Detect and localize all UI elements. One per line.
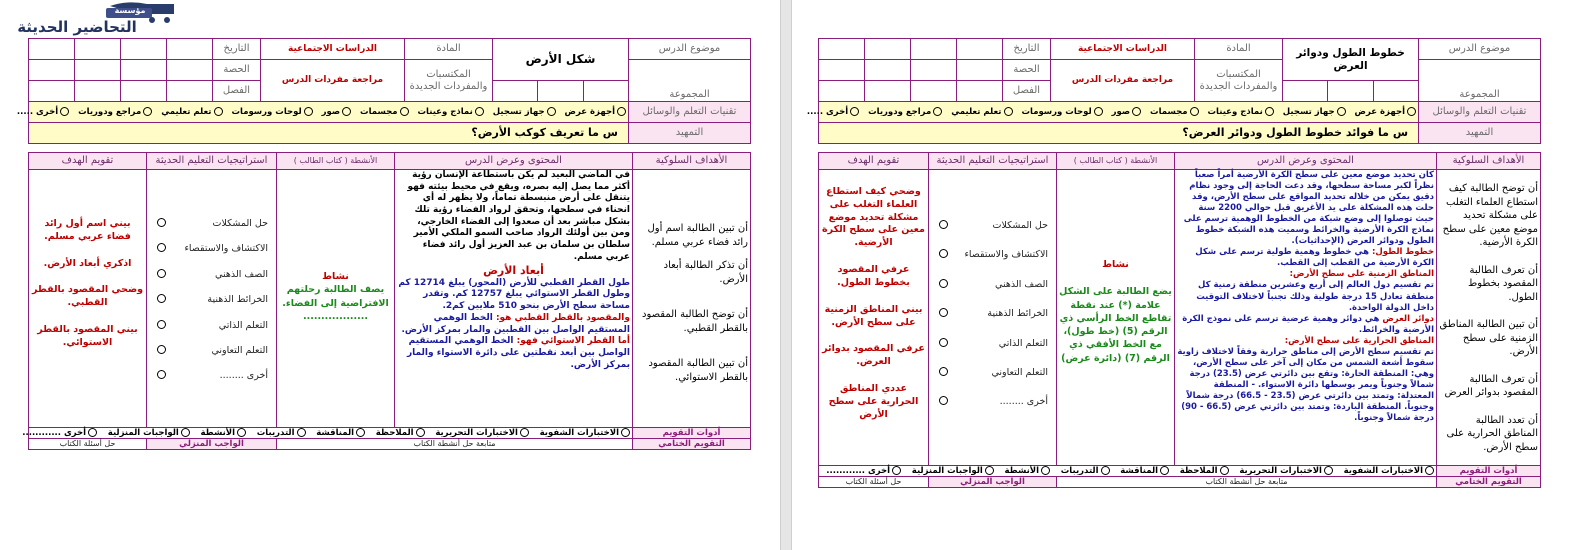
content-term: المناطق الحرارية على سطح الأرض: <box>1284 335 1434 346</box>
tool-option[interactable]: الاختبارات التحريرية <box>1239 466 1333 476</box>
lesson-topic-value: خطوط الطول ودوائر العرض <box>1283 39 1419 81</box>
logo-line2: التحاضير الحديثة <box>17 18 137 36</box>
date-cell[interactable] <box>75 39 121 60</box>
lesson-main-table <box>818 152 1541 488</box>
tool-option[interactable]: المناقشة <box>316 428 365 438</box>
activity-dots: .................. <box>303 310 368 322</box>
date-label: التاريخ <box>213 39 261 60</box>
content-definition: تم تقسيم سطح الأرض إلى مناطق حرارية وفقاً لاختلاف زاوية سقوط أشعة الشمس من مكان إلى آخر على سطح الأرض، وهي: المنطقة الحارة: وتقع بين دائرتي عرض (23.5) درجة شمالاً وجنوباً ويمر بوسطها دائرة الاستواء. - المنطقة المعتدلة: وتمتد بين دائرتي عرض (23.5 - 66.5) درجة شمالاً وجنوباً. المنطقة الباردة: وتمتد بين دائرتي عرض (66.5 - 90) درجة شمالاً وجنوباً. <box>1177 346 1434 424</box>
activity-text: يصف الطالبة رحلتهم الافتراضية إلى الفضاء. <box>282 284 389 309</box>
content-definition: تم تقسيم دول العالم إلى أربع وعشرين منطقة زمنية كل منطقة تعادل 15 درجة طولية وذلك تجنباً لاختلاف التوقيت داخل الدولة الواحدة. <box>1196 280 1434 313</box>
content-definition: الخط الوهمي المستقيم الواصل بين القطبين والمار بمركز الأرض. <box>401 312 630 335</box>
class-cell[interactable] <box>819 81 865 102</box>
evaluation-item: عرفي المقصود بخطوط الطول. <box>837 264 910 288</box>
content-term: خطوط الطول: <box>1371 247 1434 258</box>
strategy-option[interactable]: أخرى ........ <box>937 396 1048 407</box>
period-cell[interactable] <box>121 60 167 81</box>
vocab-value: مراجعة مفردات الدرس <box>261 60 405 102</box>
homework-value: حل أسئلة الكتاب <box>819 477 929 488</box>
class-cell[interactable] <box>957 81 1003 102</box>
col-header-content: المحتوى وعرض الدرس <box>395 153 633 170</box>
assessment-tools-label: أدوات التقويم <box>1437 466 1541 477</box>
lesson-header-table <box>806 38 1541 144</box>
period-cell[interactable] <box>167 60 213 81</box>
intro-label: التمهيد <box>629 123 751 144</box>
activity-cell <box>277 170 395 428</box>
vocab-value: مراجعة مفردات الدرس <box>1051 60 1195 102</box>
tool-option[interactable]: أخرى ............ <box>826 466 901 476</box>
tool-option[interactable]: الملاحظة <box>1180 466 1229 476</box>
date-label: التاريخ <box>1003 39 1051 60</box>
tech-option[interactable]: مجسمات <box>360 107 408 117</box>
tech-option[interactable]: جهاز تسجيل <box>493 107 556 117</box>
period-cell[interactable] <box>819 60 865 81</box>
activity-title: نشاط <box>1102 259 1129 270</box>
objective-item: أن تعدد الطالبة المناطق الحرارية على سطح الأرض. <box>1446 414 1538 453</box>
assessment-tools-label: أدوات التقويم <box>633 428 751 439</box>
subject-value: الدراسات الاجتماعية <box>1051 39 1195 60</box>
date-cell[interactable] <box>911 39 957 60</box>
objective-item: أن توضح الطالبة كيف استطاع العلماء التغلب على مشكلة تحديد موضع معين على سطح الكرة الأرضية. <box>1442 183 1538 248</box>
content-term: دوائر العرض <box>1382 313 1434 324</box>
date-cell[interactable] <box>957 39 1003 60</box>
techs-row <box>806 102 1419 123</box>
col-header-goals: الأهداف السلوكية <box>633 153 751 170</box>
tech-option[interactable]: أخرى ..... <box>17 107 69 117</box>
content-paragraph: وتقدر مساحة سطح الأرض بنحو 510 ملايين كم2. <box>423 289 630 312</box>
date-cell[interactable] <box>865 39 911 60</box>
evaluation-item: وضحي كيف استطاع العلماء التغلب على مشكلة تحديد موضع معين على سطح الكرة الأرضية. <box>822 186 925 249</box>
lesson-topic-value: شكل الأرض <box>493 39 629 81</box>
tech-option[interactable]: نماذج وعينات <box>418 107 484 117</box>
tool-option[interactable]: الاختبارات الشفوية <box>1344 466 1434 476</box>
col-header-activities: الأنشطة ( كتاب الطالب ) <box>277 153 395 170</box>
strategy-option[interactable]: أخرى ........ <box>155 370 268 381</box>
strategy-option[interactable]: حل المشكلات <box>937 220 1048 231</box>
subject-value: الدراسات الاجتماعية <box>261 39 405 60</box>
tech-option[interactable]: مراجع ودوريات <box>78 107 152 117</box>
col-header-evaluation: تقويم الهدف <box>29 153 147 170</box>
class-label: الفصل <box>213 81 261 102</box>
class-cell[interactable] <box>29 81 75 102</box>
period-cell[interactable] <box>29 60 75 81</box>
objective-item: أن تبين الطالبة المناطق الزمنية على سطح الأرض. <box>1439 319 1538 357</box>
strategy-option[interactable]: الخرائط الذهنية <box>937 308 1048 319</box>
final-eval-value: متابعة حل أنشطة الكتاب <box>1057 477 1437 488</box>
tool-option[interactable]: الواجبات المنزلية <box>912 466 994 476</box>
objective-item: أن توضح الطالبة المقصود بالقطر القطبي. <box>641 309 748 334</box>
tool-option[interactable]: الأنشطة <box>1005 466 1051 476</box>
group-cells[interactable] <box>493 81 629 102</box>
date-cell[interactable] <box>29 39 75 60</box>
subject-label: المادة <box>1195 39 1283 60</box>
content-term: أما القطر الاستوائي فهو: <box>516 336 630 347</box>
strategy-option[interactable]: التعلم التعاوني <box>937 367 1048 378</box>
col-header-strategies: استراتيجيات التعليم الحديثة <box>147 153 277 170</box>
lesson-topic-label: موضوع الدرس <box>629 39 751 60</box>
objective-item: أن تبين الطالبة اسم أول رائد فضاء عربي مسلم. <box>647 223 748 248</box>
tech-option[interactable]: صور <box>1112 107 1141 117</box>
content-definition: هي خطوط وهمية طولية ترسم على شكل الكرة الأرضية من القطب إلى القطب. <box>1195 247 1434 269</box>
strategy-option[interactable]: الاكتشاف والاستقصاء <box>155 243 268 254</box>
strategy-option[interactable]: التعلم التعاوني <box>155 345 268 356</box>
evaluation-item: وضحي المقصود بالقطر القطبي. <box>31 284 144 309</box>
period-cell[interactable] <box>75 60 121 81</box>
objective-item: أن تعرف الطالبة المقصود بدوائر العرض <box>1444 373 1538 398</box>
tool-option[interactable]: الملاحظة <box>376 428 425 438</box>
techs-label: تقنيات التعلم والوسائل <box>1419 102 1541 123</box>
objective-item: أن تذكر الطالبة أبعاد الأرض. <box>663 260 748 285</box>
period-label: الحصة <box>1003 60 1051 81</box>
subject-label: المادة <box>405 39 493 60</box>
class-cell[interactable] <box>75 81 121 102</box>
content-term: المناطق الزمنية على سطح الأرض: <box>1289 269 1434 280</box>
evaluation-item: بيني اسم أول رائد فضاء عربي مسلم. <box>44 218 131 242</box>
strategies-cell <box>929 170 1057 466</box>
homework-value: حل أسئلة الكتاب <box>29 439 147 450</box>
intro-question: س ما تعريف كوكب الأرض؟ <box>29 123 629 144</box>
objectives-cell <box>1437 170 1541 466</box>
strategy-option[interactable]: الاكتشاف والاستقصاء <box>937 249 1048 260</box>
evaluation-item: اذكري أبعاد الأرض. <box>43 257 132 269</box>
evaluation-item: بيني المقصود بالقطر الاستوائي. <box>37 324 138 348</box>
strategies-cell <box>147 170 277 428</box>
tech-option[interactable]: لوحات ورسومات <box>1021 107 1102 117</box>
period-label: الحصة <box>213 60 261 81</box>
lesson-plan-page-left <box>0 0 780 550</box>
intro-question: س ما فوائد خطوط الطول ودوائر العرض؟ <box>819 123 1419 144</box>
tech-option[interactable]: تعلم تعليمي <box>951 107 1012 117</box>
date-cell[interactable] <box>167 39 213 60</box>
col-header-evaluation: تقويم الهدف <box>819 153 929 170</box>
lesson-topic-label: موضوع الدرس <box>1419 39 1541 60</box>
strategy-option[interactable]: الصف الذهني <box>155 269 268 280</box>
tool-option[interactable]: التدريبات <box>1061 466 1110 476</box>
class-cell[interactable] <box>121 81 167 102</box>
tech-option[interactable]: تعلم تعليمي <box>161 107 222 117</box>
content-paragraph: كان تحديد موضع معين على سطح الكرة الأرضية أمراً صعباً نظراً لكبر مساحة سطحها، وقد دعت الحاجة إلى وجود نظام دقيق يمكن من خلاله تحديد المواقع على سطح الأرض، وقد حلت هذه المشكلة على يد الأغريق قبل حوالي 2200 سنة حيث توصلوا إلى وضع شبكة من الخطوط الوهمية ترسم على نماذج الكرة الأرضية والخرائط وسميت هذه الشبكة خطوط الطول ودوائر العرض (الإحداثيات). <box>1183 170 1434 247</box>
content-paragraph: في الماضي البعيد لم يكن باستطاعة الإنسان رؤية أكثر مما يصل إليه بصره، ويقع في محيط بيئته فهو يتنقل على أرض منبسطة تماماً، ولا يظهر له أي انحناء في سطحها، وتحقق لرواد الفضاء رؤية تلك بشكل مباشر بعد أن صعدوا إلى الفضاء الخارجي، ومن بين أولئك الرواد صاحب السمو الملكي الأمير سلطان بن سلمان بن عبد العزيز أول رائد فضاء عربي مسلم. <box>407 170 630 262</box>
date-cell[interactable] <box>121 39 167 60</box>
period-cell[interactable] <box>957 60 1003 81</box>
tool-option[interactable]: الاختبارات الشفوية <box>540 428 630 438</box>
lesson-main-table <box>22 152 751 450</box>
tool-option[interactable]: الأنشطة <box>201 428 247 438</box>
content-cell <box>1175 170 1437 466</box>
homework-label: الواجب المنزلي <box>929 477 1057 488</box>
class-cell[interactable] <box>865 81 911 102</box>
tech-option[interactable]: لوحات ورسومات <box>231 107 312 117</box>
activity-title: نشاط <box>322 271 349 282</box>
evaluation-item: عددي المناطق الحرارية على سطح الأرض <box>828 382 919 420</box>
class-cell[interactable] <box>167 81 213 102</box>
tool-option[interactable]: الواجبات المنزلية <box>108 428 190 438</box>
evaluation-item: عرفي المقصود بدوائر العرض. <box>822 343 925 368</box>
content-definition: الخط الوهمي المستقيم الواصل بين أبعد نقطتين على دائرة الاستواء والمار بمركز الأرض. <box>406 336 630 370</box>
tech-option[interactable]: صور <box>322 107 351 117</box>
page-gutter <box>780 0 792 550</box>
tech-option[interactable]: أجهزة عرض <box>565 107 626 117</box>
lesson-plan-page-right <box>792 0 1578 550</box>
date-cell[interactable] <box>819 39 865 60</box>
strategy-option[interactable]: الخرائط الذهنية <box>155 294 268 305</box>
techs-row <box>16 102 629 123</box>
final-eval-label: التقويم الختامي <box>1437 477 1541 488</box>
class-label: الفصل <box>1003 81 1051 102</box>
tech-option[interactable]: نماذج وعينات <box>1208 107 1274 117</box>
group-cells[interactable] <box>1283 81 1419 102</box>
intro-label: التمهيد <box>1419 123 1541 144</box>
lesson-header-table <box>16 38 751 144</box>
strategy-option[interactable]: الصف الذهني <box>937 279 1048 290</box>
activity-cell <box>1057 170 1175 466</box>
logo-line1: مؤسسة <box>114 6 146 15</box>
group-label: المجموعة <box>1419 60 1541 102</box>
objective-item: أن تبين الطالبة المقصود بالقطر الاستوائي. <box>648 358 748 383</box>
content-paragraph: طول القطر القطبي للأرض (المحور) يبلغ 12714 كم وطول القطر الاستوائي يبلغ 12757 كم. <box>398 277 630 300</box>
tool-option[interactable]: التدريبات <box>257 428 306 438</box>
strategy-option[interactable]: التعلم الذاتي <box>155 320 268 331</box>
objective-item: أن تعرف الطالبة المقصود بخطوط الطول. <box>1468 264 1538 303</box>
strategy-option[interactable]: التعلم الذاتي <box>937 338 1048 349</box>
tool-option[interactable]: المناقشة <box>1120 466 1169 476</box>
objectives-cell <box>633 170 751 428</box>
final-eval-label: التقويم الختامي <box>633 439 751 450</box>
group-label: المجموعة <box>629 60 751 102</box>
content-definition: هي دوائر وهمية عرضية ترسم على نموذج الكرة الأرضية والخرائط. <box>1182 313 1434 335</box>
content-heading: أبعاد الأرض <box>483 263 544 277</box>
evaluation-item: بيني المناطق الزمنية على سطح الأرض. <box>824 303 923 328</box>
tech-option[interactable]: مجسمات <box>1150 107 1198 117</box>
tech-option[interactable]: أخرى ..... <box>807 107 859 117</box>
final-eval-value: متابعة حل أنشطة الكتاب <box>277 439 633 450</box>
assessment-tools-row <box>22 428 633 439</box>
content-cell <box>395 170 633 428</box>
vocab-label: المكتسبات والمفردات الجديدة <box>1195 60 1283 102</box>
homework-label: الواجب المنزلي <box>147 439 277 450</box>
tech-option[interactable]: أجهزة عرض <box>1355 107 1416 117</box>
assessment-tools-row <box>819 466 1437 477</box>
activity-text: يضع الطالبة على الشكل علامة (*) عند نقطة تقاطع الخط الرأسي ذي الرقم (5) (خط طول)، مع الخط الأفقي ذي الرقم (7) (دائرة عرض) <box>1059 286 1172 364</box>
strategy-option[interactable]: حل المشكلات <box>155 218 268 229</box>
vocab-label: المكتسبات والمفردات الجديدة <box>405 60 493 102</box>
tech-option[interactable]: جهاز تسجيل <box>1283 107 1346 117</box>
col-header-strategies: استراتيجيات التعليم الحديثة <box>929 153 1057 170</box>
evaluation-cell <box>29 170 147 428</box>
tool-option[interactable]: الاختبارات التحريرية <box>435 428 529 438</box>
col-header-goals: الأهداف السلوكية <box>1437 153 1541 170</box>
tool-option[interactable]: أخرى ............ <box>22 428 97 438</box>
content-term: والمقصود بالقطر القطبي هو: <box>495 312 630 323</box>
period-cell[interactable] <box>911 60 957 81</box>
col-header-content: المحتوى وعرض الدرس <box>1175 153 1437 170</box>
col-header-activities: الأنشطة ( كتاب الطالب ) <box>1057 153 1175 170</box>
period-cell[interactable] <box>865 60 911 81</box>
tech-option[interactable]: مراجع ودوريات <box>868 107 942 117</box>
techs-label: تقنيات التعلم والوسائل <box>629 102 751 123</box>
evaluation-cell <box>819 170 929 466</box>
class-cell[interactable] <box>911 81 957 102</box>
